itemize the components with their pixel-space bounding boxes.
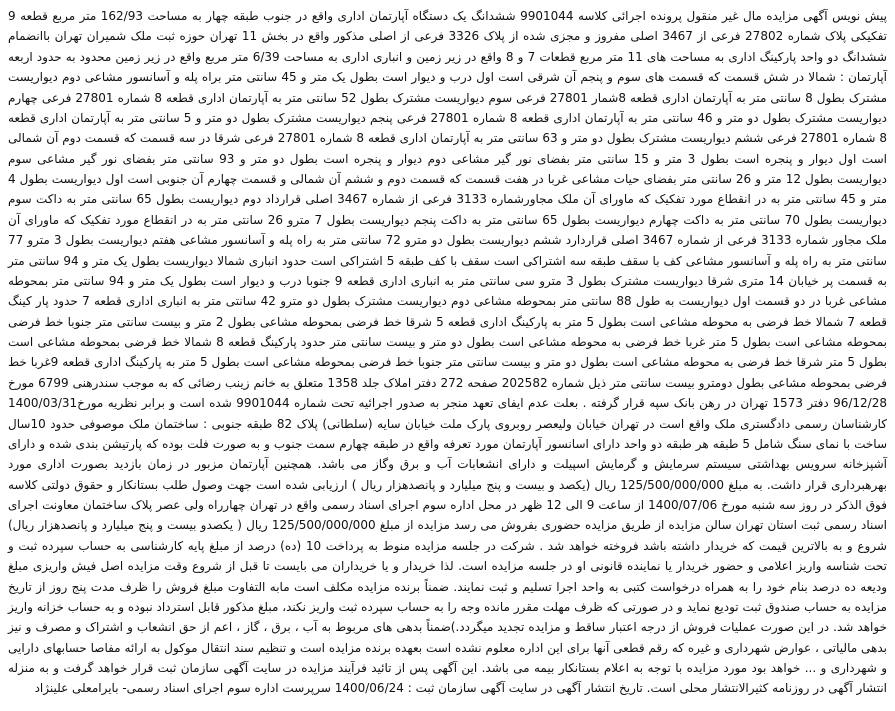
auction-notice-text: پیش نویس آگهی مزایده مال غیر منقول پرونده اجرائی کلاسه 9901044 ششدانگ یک دستگاه آپارتمان اداری واقع در جنوب طبقه چهار به مساحت 162/93 متر مربع قطعه 9 تفکیکی پلاک شماره 27802 فرعی از 3467 اصلی مفروز و مجزی شده از پلاک 3326 فرعی از اصلی مذکور واقع در بخش 11 تهران حوزه ثبت ملک شمیران تهران باانضمام ششدانگ دو واحد پارکینگ اداری به مساحت های 11 متر مربع قطعات 7 و 8 واقع در زیر زمین و انباری اداری به مساحت 6/39 متر مربع واقع در زیر زمین محدود به حدود اربعه آپارتمان : شمالا در شش قسمت که قسمت های سوم و پنجم آن شرقی است اول درب و دیوار است بطول یک متر و 45 سانتی متر براه پله و آسانسور مشاعی دوم دیواریست مشترک بطول 8 سانتی متر به آپارتمان اداری قطعه 8شمار 27801 فرعی سوم دیواریست مشترک بطول 52 سانتی متر به آپارتمان اداری قطعه 8 شماره 27801 فرعی چهارم دیواریست مشترک بطول دو متر و 46 سانتی متر به آپارتمان اداری قطعه 8 شماره 27801 فرعی پنجم دیواریست مشترک بطول دو متر و 5 سانتی متر به آپارتمان اداری قطعه 8 شماره 27801 فرعی ششم دیواریست مشترک بطول دو متر و 63 سانتی متر به آپارتمان اداری قطعه 8 شماره 27801 فرعی شرقا در سه قسمت که قسمت دوم آن شمالی است اول دیوار و پنجره است بطول 3 متر و 15 سانتی متر بفضای نور گیر مشاعی دوم دیوار و پنجره است بطول دو متر و 93 سانتی متر بفضای نور گیر مشاعی سوم دیواریست بطول 12 متر و 26 سانتی متر بفضای حیات مشاعی غربا در هفت قسمت که قسمت دوم و ششم آن شمالی و قسمت چهارم آن جنوبی است اول دیواریست بطول 4 متر و 45 سانتی متر به در انقطاع مورد تفکیک که ماورای آن ملک مجاورشماره 3133 فرعی از شماره 3467 اصلی قرارداد دوم دیواریست بطول 65 سانتی متر به داکت سوم دیواریست بطول 70 سانتی متر به داکت چهارم دیواریست بطول 65 سانتی متر به داکت پنجم دیواریست بطول 7 مترو 26 سانتی متر به در انقطاع مورد تفکیک که ماورای آن ملک مجاور شماره 3133 فرعی از شماره 3467 اصلی قراردارد ششم دیواریست بطول دو مترو 72 سانتی متر به راه پله و آسانسور مشاعی هفتم دیواریست بطول 3 مترو 77 سانتی متر به راه پله و آسانسور مشاعی کف با سقف طبقه سه اشتراکی است سقف با کف طبقه 5 اشتراکی است حدود انباری شمالا دیواریست بطول یک متر و 94 سانتی متر به قسمت پر خیابان 14 متری شرقا دیواریست مشترک بطول 3 مترو سی سانتی متر به انباری اداری قطعه 9 جنوبا درب و دیوار است بطول یک متر و 94 سانتی متر بمحوطه مشاعی غربا در دو قسمت اول دیواریست به طول 88 سانتی متر بمحوطه مشاعی دوم دیواریست مشترک بطول دو مترو 42 سانتی متر به انباری اداری قطعه 7 حدود پار کینگ قطعه 7 شمالا خط فرضی به محوطه مشاعی است بطول 5 متر به پارکینگ اداری قطعه 5 شرقا خط فرضی بمحوطه مشاعی بطول 2 متر و بیست سانتی متر جنوبا خط فرضی بمحوطه مشاعی است بطول 5 متر غربا خط فرضی به محوطه مشاعی است بطول دو متر و بیست سانتی متر حدود پارکینگ قطعه 8 شمالا خط فرضی بمحوطه مشاعی است بطول 5 متر شرقا خط فرضی به محوطه مشاعی است بطول دو متر و بیست سانتی متر جنوبا خط فرضی بمحوطه مشاعی است بطول 5 متر به پارکینگ اداری قطعه 9غربا خط فرضی بمحوطه مشاعی بطول دومترو بیست سانتی متر ذیل شماره 202582 صفحه 272 دفتر املاک جلد 1358 متعلق به خانم زینب رضائی که به موجب سندرهنی 6799 مورخ 96/12/28 دفتر 1573 تهران در رهن بانک سپه قرار گرفته . بعلت عدم ایفای تعهد منجر به صدور اجرائیه تحت شماره 9901044 شده است و برابر نظریه مورخ1400/03/31 کارشناسان رسمی دادگستری ملک واقع است در تهران خیابان ولیعصر روبروی پارک ملت خیابان سایه (سلطانی) پلاک 82 طبقه جنوبی : ساختمان ملک موصوفی حدود 10سال ساخت با نمای سنگ شامل 5 طبقه هر طبقه دو واحد دارای اسانسور آپارتمان مورد تعرفه واقع در طبقه چهارم سمت جنوب و به صورت فلت بوده که پارتیشن بندی شده و دارای آشپزخانه سرویس بهداشتی سیستم سرمایش و گرمایش اسپیلت و دارای انشعابات آب و برق وگاز می باشد. همچنین آپارتمان مزبور در زمان بازدید بصورت اداری مورد بهرهبرداری قرار داشت. به مبلغ 125/500/000/000 ریال (یکصد و بیست و پنج میلیارد و پانصدهزار ریال ) ارزیابی شده است جهت وصول طلب بستانکار و حقوق دولتی کلاسه فوق الذکر در روز سه شنبه مورخ 1400/07/06 از ساعت 9 الی 12 ظهر در محل اداره سوم اجرای اسناد رسمی واقع در تهران چهارراه ولی عصر پلاک ساختمان معاونت اجرای اسناد رسمی ثبت استان تهران سالن مزایده از طریق مزایده حضوری بفروش می رسد مزایده از مبلغ 125/500/000/000 ریال ( یکصدو بیست و پنج میلیارد و پانصدهزار ریال) شروع و به بالاترین قیمت که خریدار داشته باشد فروخته خواهد شد . شرکت در جلسه مزایده منوط به پرداخت 10 (ده) درصد از مبلغ پایه کارشناسی به حساب سپرده ثبت و تحت شناسه واریز اعلامی و حضور خریدار یا نماینده قانونی او در جلسه مزایده است. لذا خریدار و یا خریداران می بایست تا قبل از شروع وقت مزایده اصل فیش واریزی مبلغ ودیعه ده درصد بنام خود را به همراه درخواست کتبی به واحد اجرا تسلیم و ثبت نمایند. ضمناً برنده مزایده مکلف است مابه التفاوت مبلغ فروش را ظرف مدت پنج روز از تاریخ مزایده به حساب صندوق ثبت تودیع نماید و در صورتی که ظرف مهلت مقرر مانده وجه را به حساب سپرده ثبت واریز نکند، مبلغ مذکور قابل استرداد نبوده و به حساب خزانه واریز خواهد شد. در این صورت عملیات فروش از درجه اعتبار ساقط و مزایده تجدید میگردد.)ضمناً بدهی های مربوط به آب ، برق ، گاز ، اعم از حق انشعاب و اشتراک و مصرف و نیز بدهی مالیاتی ، عوارض شهرداری و غیره که رقم قطعی آنها برای این اداره معلوم نشده است بعهده برنده مزایده است و تنظیم سند انتقال موکول به ارائه مفاصا حسابهای دارایی و شهرداری و ... خواهد بود مورد مزایده با توجه به اعلام بستانکار بیمه می باشد. این آگهی پس از تائید فرآیند مزایده در سایت آگهی سازمان ثبت قرار خواهد گرفت و به منزله انتشار آگهی در روزنامه کثیرالانتشار محلی است. تاریخ انتشار آگهی در سایت آگهی سازمان ثبت : 1400/06/24 سرپرست اداره سوم اجرای اسناد رسمی- بایرامعلی علینژاد <box>8 9 888 696</box>
